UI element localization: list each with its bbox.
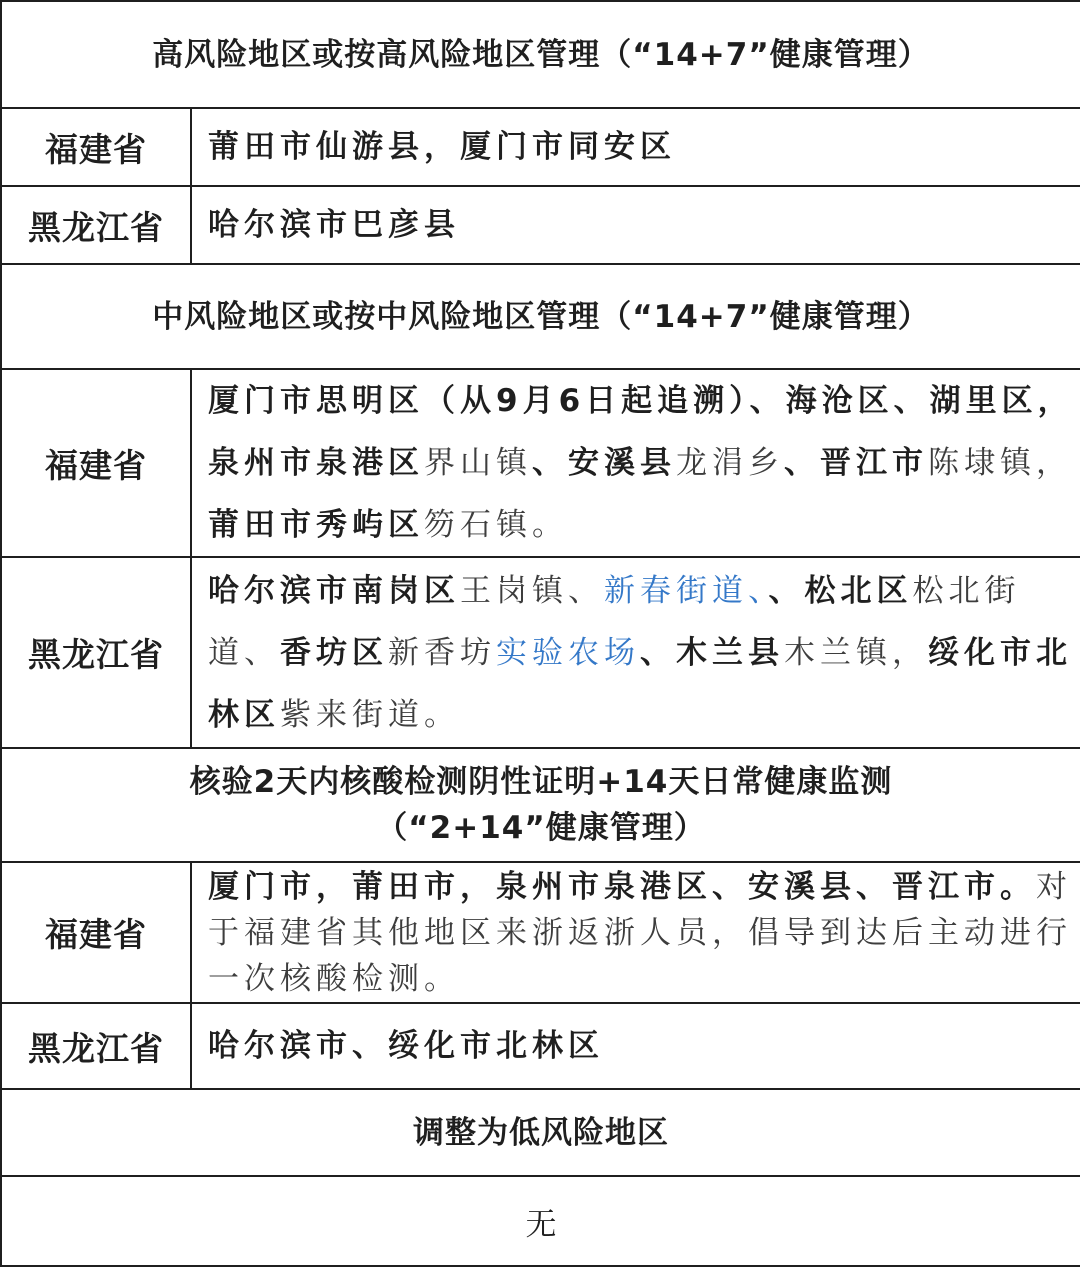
area-list: 莆田市仙游县，厦门市同安区 xyxy=(191,108,1080,186)
area-list: 厦门市，莆田市，泉州市泉港区、安溪县、晋江市。对于福建省其他地区来浙返浙人员，倡导到达后主动进行一次核酸检测。 xyxy=(191,862,1080,1003)
medium-risk-row-fujian xyxy=(1,369,1080,557)
area-list: 厦门市思明区（从9月6日起追溯）、海沧区、湖里区，泉州市泉港区界山镇、安溪县龙涓乡、晋江市陈埭镇，莆田市秀屿区笏石镇。 xyxy=(191,369,1080,557)
area-list: 哈尔滨市巴彦县 xyxy=(191,186,1080,264)
medium-risk-title: 中风险地区或按中风险地区管理（“14+7”健康管理） xyxy=(1,264,1080,369)
area-list: 哈尔滨市、绥化市北林区 xyxy=(191,1003,1080,1089)
high-risk-row-heilongjiang xyxy=(1,186,1080,264)
low-risk-value: 无 xyxy=(1,1176,1080,1266)
province-fujian: 福建省 xyxy=(1,369,191,557)
low-risk-header-row xyxy=(1,1089,1080,1176)
high-risk-row-fujian xyxy=(1,108,1080,186)
test-row-fujian xyxy=(1,862,1080,1003)
low-risk-title: 调整为低风险地区 xyxy=(1,1089,1080,1176)
test-row-heilongjiang xyxy=(1,1003,1080,1089)
province-fujian: 福建省 xyxy=(1,108,191,186)
medium-risk-row-heilongjiang xyxy=(1,557,1080,748)
province-heilongjiang: 黑龙江省 xyxy=(1,557,191,748)
low-risk-row xyxy=(1,1176,1080,1266)
test-title: 核验2天内核酸检测阴性证明+14天日常健康监测 （“2+14”健康管理） xyxy=(1,748,1080,862)
medium-risk-header-row xyxy=(1,264,1080,369)
link-experimental-farm[interactable]: 实验农场 xyxy=(496,634,640,671)
area-list: 哈尔滨市南岗区王岗镇、新春街道、、松北区松北街道、香坊区新香坊实验农场、木兰县木兰镇，绥化市北林区紫来街道。 xyxy=(191,557,1080,748)
high-risk-title: 高风险地区或按高风险地区管理（“14+7”健康管理） xyxy=(1,1,1080,108)
province-heilongjiang: 黑龙江省 xyxy=(1,1003,191,1089)
link-xinchun-street[interactable]: 新春街道 xyxy=(604,572,748,609)
province-fujian: 福建省 xyxy=(1,862,191,1003)
test-header-row xyxy=(1,748,1080,862)
high-risk-header-row xyxy=(1,1,1080,108)
province-heilongjiang: 黑龙江省 xyxy=(1,186,191,264)
